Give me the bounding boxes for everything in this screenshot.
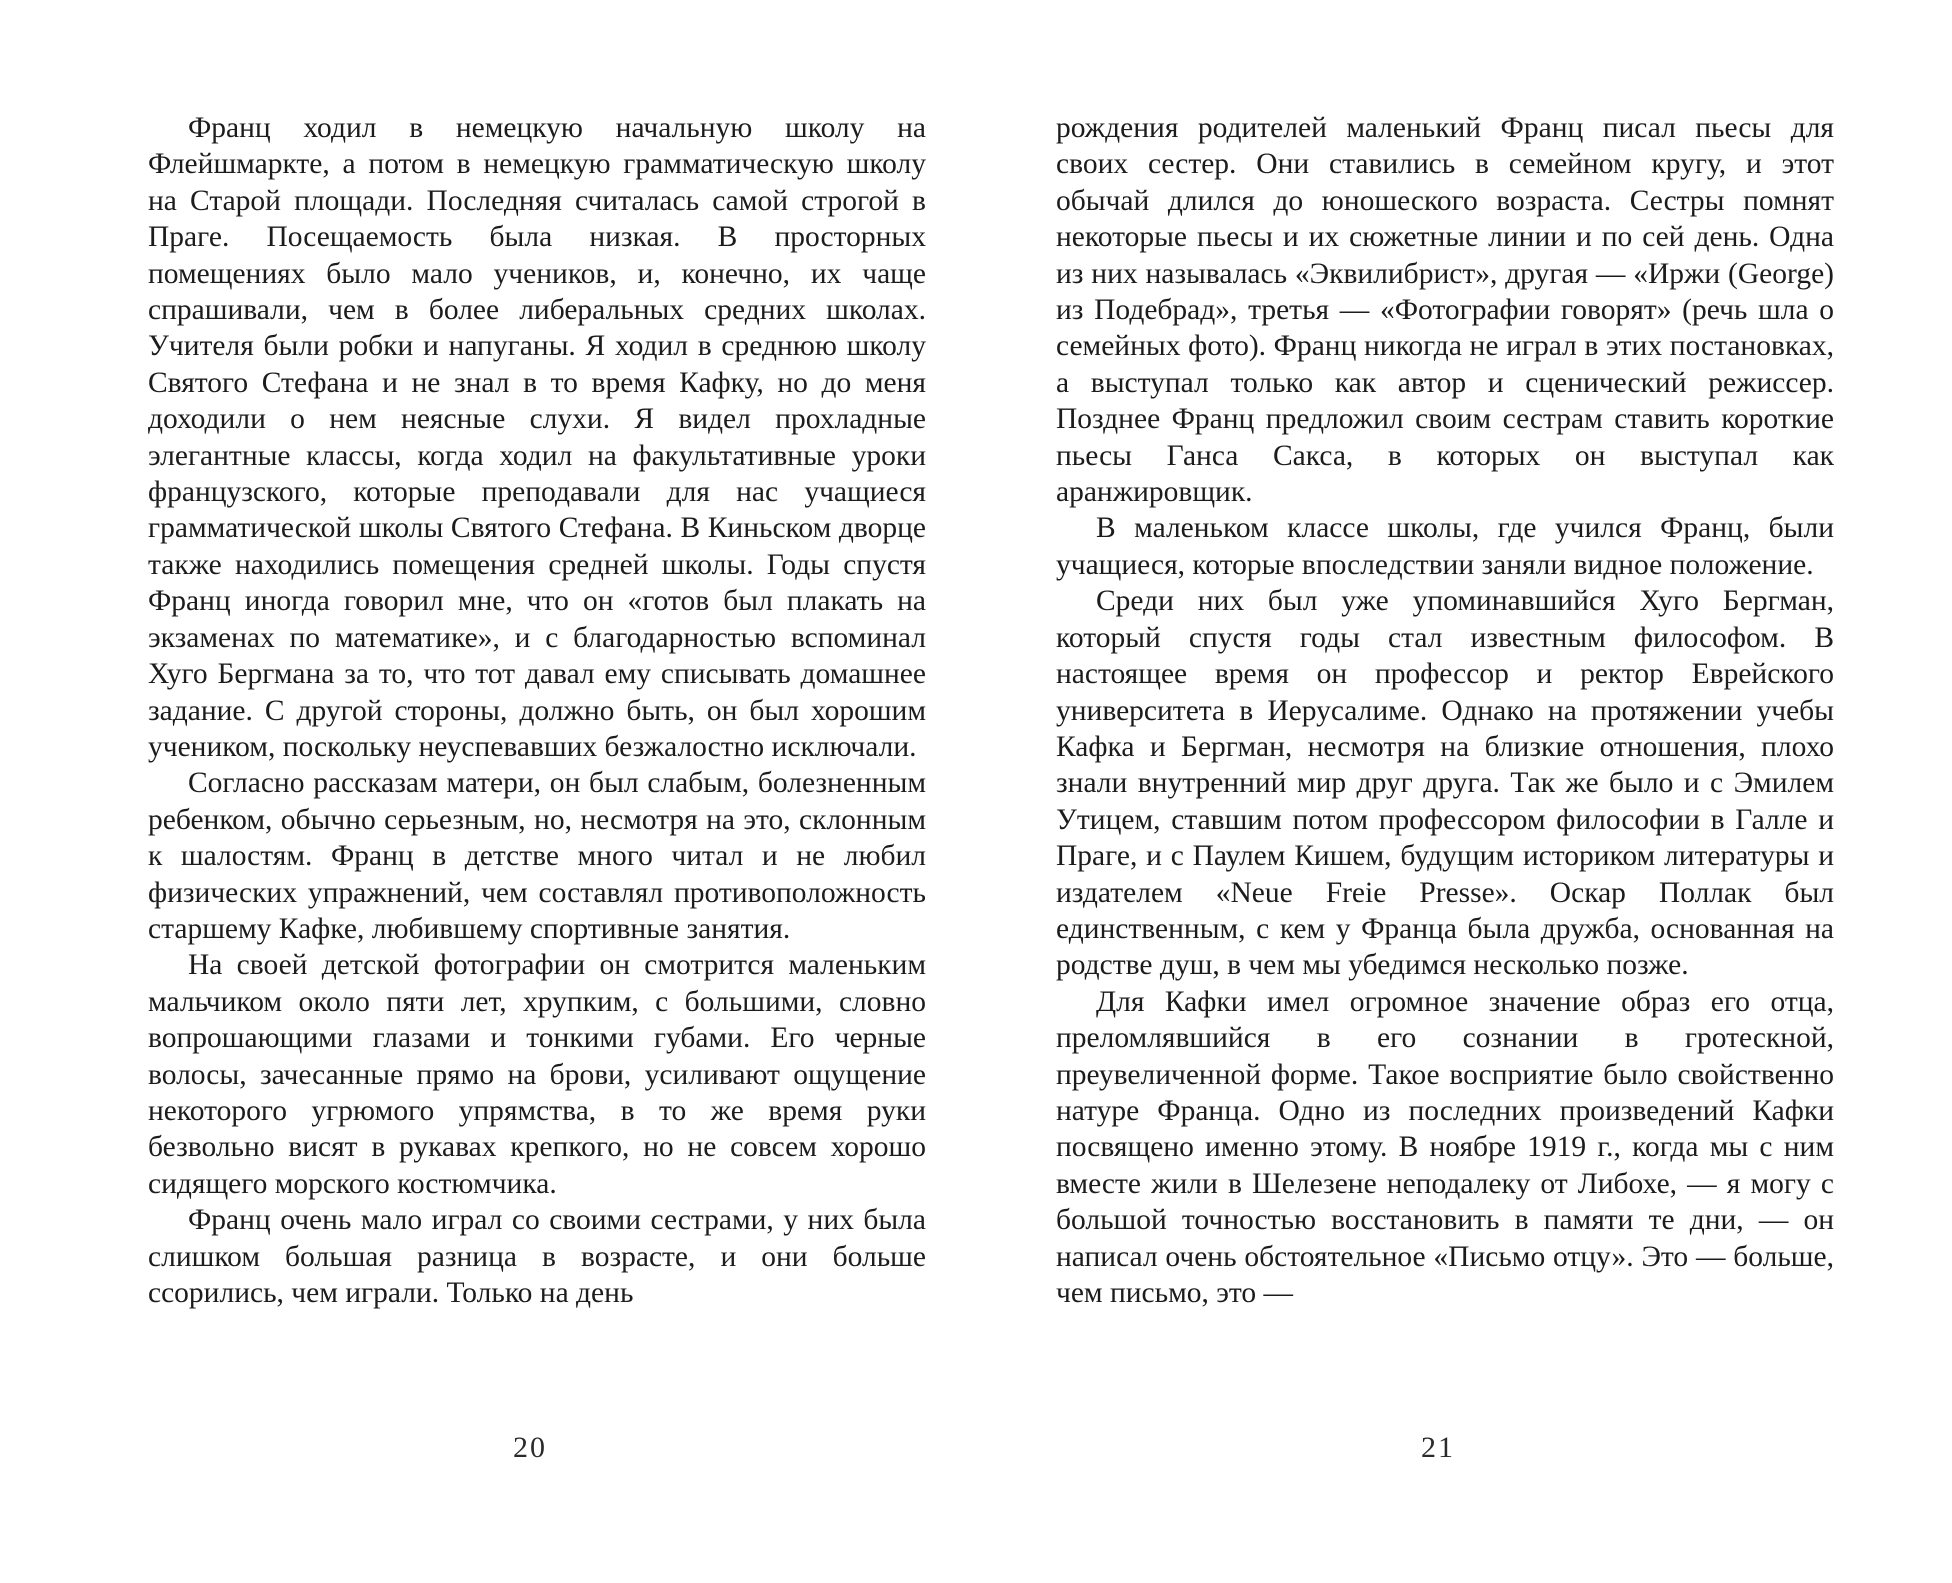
paragraph: В маленьком классе школы, где учился Франц, были учащиеся, которые впоследствии заняли видное положение. bbox=[1056, 512, 1834, 581]
paragraph: Согласно рассказам матери, он был слабым, болезненным ребенком, обычно серьезным, но, несмотря на это, склонным к шалостям. Франц в детстве много читал и не любил физических упражнений, чем составлял противоположность старшему Кафке, любившему спортивные занятия. bbox=[148, 767, 926, 945]
left-page bbox=[148, 110, 926, 1311]
paragraph: На своей детской фотографии он смотрится маленьким мальчиком около пяти лет, хрупким, с большими, словно вопрошающими глазами и тонкими губами. Его черные волосы, зачесанные прямо на брови, усиливают ощущение некоторого угрюмого упрямства, в то же время руки безвольно висят в рукавах крепкого, но не совсем хорошо сидящего морского костюмчика. bbox=[148, 949, 926, 1200]
right-page bbox=[1056, 110, 1834, 1311]
page-number-left: 20 bbox=[513, 1431, 547, 1464]
paragraph: Франц очень мало играл со своими сестрами, у них была слишком большая разница в возрасте, и они больше ссорились, чем играли. Только на день bbox=[148, 1204, 926, 1309]
paragraph-continued: рождения родителей маленький Франц писал пьесы для своих сестер. Они ставились в семейном кругу, и этот обычай длился до юношеского возраста. Сестры помнят некоторые пьесы и их сюжетные линии и по сей день. Одна из них называлась «Эквилибрист», другая — «Иржи (George) из Подебрад», третья — «Фотографии говорят» (речь шла о семейных фото). Франц никогда не играл в этих постановках, а выступал только как автор и сценический режиссер. Позднее Франц предложил своим сестрам ставить короткие пьесы Ганса Сакса, в которых он выступал как аранжировщик. bbox=[1056, 112, 1834, 509]
page-number-right: 21 bbox=[1421, 1431, 1455, 1464]
paragraph: Франц ходил в немецкую начальную школу на Флейшмаркте, а потом в немецкую грамматическую школу на Старой площади. Последняя считалась самой строгой в Праге. Посещаемость была низкая. В просторных помещениях было мало учеников, и, конечно, их чаще спрашивали, чем в более либеральных средних школах. Учителя были робки и напуганы. Я ходил в среднюю школу Святого Стефана и не знал в то время Кафку, но до меня доходили о нем неясные слухи. Я видел прохладные элегантные классы, когда ходил на факультативные уроки французского, которые преподавали для нас учащиеся грамматической школы Святого Стефана. В Киньском дворце также находились помещения средней школы. Годы спустя Франц иногда говорил мне, что он «готов был плакать на экзаменах по математике», и с благодарностью вспоминал Хуго Бергмана за то, что тот давал ему списывать домашнее задание. С другой стороны, должно быть, он был хорошим учеником, поскольку неуспевавших безжалостно исключали. bbox=[148, 112, 926, 763]
paragraph: Среди них был уже упоминавшийся Хуго Бергман, который спустя годы стал известным философом. В настоящее время он профессор и ректор Еврейского университета в Иерусалиме. Однако на протяжении учебы Кафка и Бергман, несмотря на близкие отношения, плохо знали внутренний мир друг друга. Так же было и с Эмилем Утицем, ставшим потом профессором философии в Галле и Праге, и с Паулем Кишем, будущим историком литературы и издателем «Neue Freie Presse». Оскар Поллак был единственным, с кем у Франца была дружба, основанная на родстве душ, в чем мы убедимся несколько позже. bbox=[1056, 585, 1834, 982]
paragraph: Для Кафки имел огромное значение образ его отца, преломлявшийся в его сознании в гротескной, преувеличенной форме. Такое восприятие было свойственно натуре Франца. Одно из последних произведений Кафки посвящено именно этому. В ноябре 1919 г., когда мы с ним вместе жили в Шелезене неподалеку от Либохе, — я могу с большой точностью восстановить в памяти те дни, — он написал очень обстоятельное «Письмо отцу». Это — больше, чем письмо, это — bbox=[1056, 985, 1834, 1309]
